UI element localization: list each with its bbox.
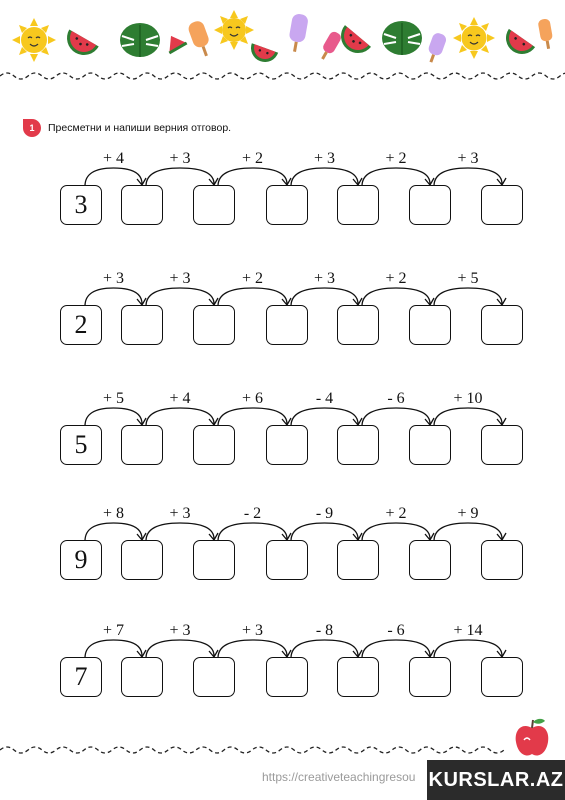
popsicle-icon bbox=[537, 18, 554, 50]
start-number-box: 9 bbox=[60, 540, 102, 580]
answer-box[interactable] bbox=[481, 540, 523, 580]
operation-label: + 4 bbox=[169, 390, 191, 407]
answer-box[interactable] bbox=[481, 305, 523, 345]
operation-label: - 4 bbox=[315, 390, 334, 407]
answer-box[interactable] bbox=[481, 425, 523, 465]
task-instruction bbox=[22, 117, 231, 139]
operation-label: + 3 bbox=[102, 270, 125, 287]
answer-box[interactable] bbox=[266, 540, 308, 580]
watermelon-icon bbox=[500, 29, 535, 60]
answer-box[interactable] bbox=[481, 657, 523, 697]
task-number: 1 bbox=[29, 123, 35, 133]
operation-label: + 2 bbox=[241, 150, 264, 167]
exercise-row bbox=[0, 390, 565, 500]
answer-box[interactable] bbox=[193, 657, 235, 697]
start-number-box: 2 bbox=[60, 305, 102, 345]
answer-box[interactable] bbox=[337, 657, 379, 697]
operation-label: - 2 bbox=[243, 505, 262, 522]
answer-box[interactable] bbox=[266, 305, 308, 345]
answer-box[interactable] bbox=[337, 540, 379, 580]
answer-box[interactable] bbox=[409, 185, 451, 225]
answer-box[interactable] bbox=[193, 185, 235, 225]
answer-box[interactable] bbox=[193, 425, 235, 465]
top-wavy-divider bbox=[0, 66, 565, 86]
operation-label: + 2 bbox=[385, 150, 407, 167]
operation-label: + 2 bbox=[241, 270, 264, 287]
watermelon-icon bbox=[247, 43, 278, 66]
sun-icon bbox=[453, 17, 495, 59]
sun-icon bbox=[214, 10, 254, 50]
source-url[interactable]: https://creativeteachingresou bbox=[262, 770, 416, 784]
operation-label: + 7 bbox=[102, 622, 125, 639]
answer-box[interactable] bbox=[409, 540, 451, 580]
answer-box[interactable] bbox=[266, 185, 308, 225]
sun-icon bbox=[12, 18, 56, 62]
exercise-row bbox=[0, 505, 565, 615]
operation-label: + 2 bbox=[385, 270, 407, 287]
operation-label: - 6 bbox=[387, 390, 405, 407]
operation-label: + 6 bbox=[241, 390, 264, 407]
exercise-row bbox=[0, 270, 565, 380]
bottom-wavy-divider bbox=[0, 740, 565, 760]
answer-box[interactable] bbox=[481, 185, 523, 225]
answer-box[interactable] bbox=[337, 425, 379, 465]
answer-box[interactable] bbox=[409, 425, 451, 465]
watermelon-icon bbox=[61, 30, 99, 62]
operation-label: - 9 bbox=[315, 505, 334, 522]
operation-label: - 8 bbox=[315, 622, 334, 639]
watermark-logo: KURSLAR.AZ bbox=[427, 760, 565, 800]
answer-box[interactable] bbox=[193, 305, 235, 345]
operation-label: + 3 bbox=[313, 150, 336, 167]
operation-label: + 5 bbox=[102, 390, 125, 407]
operation-label: + 3 bbox=[457, 150, 479, 167]
exercise-row bbox=[0, 622, 565, 732]
operation-label: + 3 bbox=[169, 270, 191, 287]
answer-box[interactable] bbox=[337, 185, 379, 225]
operation-label: + 4 bbox=[102, 150, 125, 167]
operation-label: + 3 bbox=[169, 505, 191, 522]
answer-box[interactable] bbox=[121, 540, 163, 580]
operation-label: - 6 bbox=[387, 622, 405, 639]
answer-box[interactable] bbox=[337, 305, 379, 345]
operation-label: + 9 bbox=[457, 505, 479, 522]
start-number-box: 5 bbox=[60, 425, 102, 465]
start-number-box: 7 bbox=[60, 657, 102, 697]
answer-box[interactable] bbox=[121, 185, 163, 225]
watermelon-icon bbox=[334, 25, 371, 60]
answer-box[interactable] bbox=[409, 657, 451, 697]
popsicle-icon bbox=[424, 32, 447, 65]
task-number-badge bbox=[22, 118, 42, 138]
monstera-leaf-icon bbox=[120, 23, 160, 57]
instruction-text: Пресметни и напиши верния отговор. bbox=[48, 122, 232, 134]
popsicle-icon bbox=[187, 19, 214, 58]
answer-box[interactable] bbox=[121, 425, 163, 465]
operation-label: + 3 bbox=[169, 622, 191, 639]
answer-box[interactable] bbox=[266, 657, 308, 697]
operation-label: + 2 bbox=[385, 505, 407, 522]
apple-icon bbox=[512, 716, 552, 760]
popsicle-icon bbox=[317, 30, 342, 62]
popsicle-icon bbox=[287, 13, 309, 53]
operation-label: + 3 bbox=[313, 270, 336, 287]
operation-label: + 3 bbox=[241, 622, 264, 639]
monstera-leaf-icon bbox=[382, 21, 422, 55]
answer-box[interactable] bbox=[121, 305, 163, 345]
operation-label: + 10 bbox=[453, 390, 483, 407]
operation-label: + 14 bbox=[453, 622, 483, 639]
answer-box[interactable] bbox=[193, 540, 235, 580]
start-number-box: 3 bbox=[60, 185, 102, 225]
answer-box[interactable] bbox=[409, 305, 451, 345]
exercise-row bbox=[0, 150, 565, 260]
operation-label: + 5 bbox=[457, 270, 479, 287]
watermelon-icon bbox=[162, 31, 186, 53]
answer-box[interactable] bbox=[266, 425, 308, 465]
operation-label: + 8 bbox=[102, 505, 125, 522]
answer-box[interactable] bbox=[121, 657, 163, 697]
operation-label: + 3 bbox=[169, 150, 191, 167]
